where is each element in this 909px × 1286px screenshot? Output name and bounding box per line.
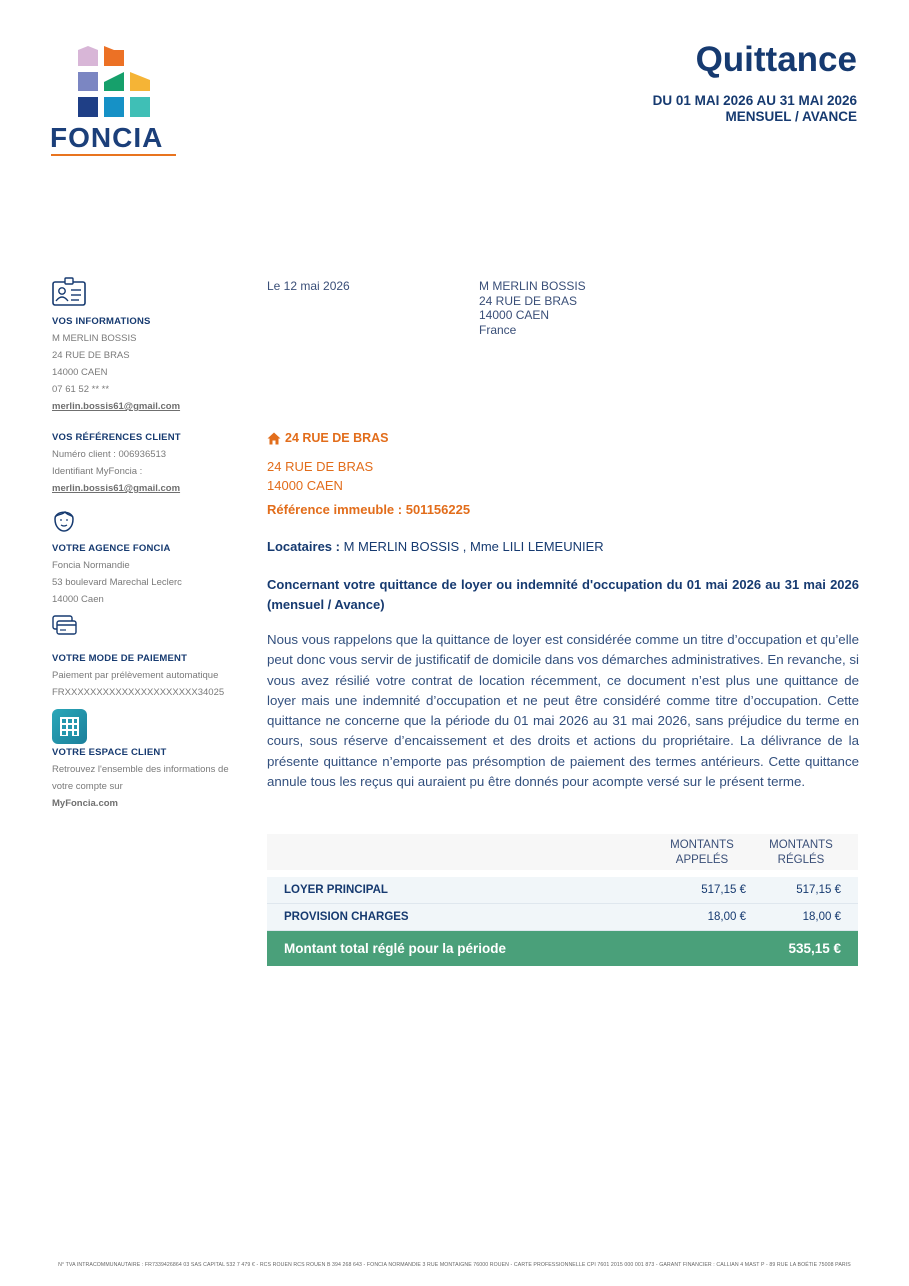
info-email-link[interactable]: merlin.bossis61@gmail.com xyxy=(52,401,181,412)
legal-footer: N° TVA INTRACOMMUNAUTAIRE : FR7339426864 03 SAS CAPITAL 532 7 479 € - RCS ROUEN RCS ROUEN B 394 268 643 - FONCIA NORMANDIE 3 RUE MONTAIGNE 76000 ROUEN - CARTE PROFESSIONNELLE CPI 7601 2015 000 001 873 - GARANT FINANCIER : CALLIAN 4 MAST P - 89 RUE LA BOÉTIE 75008 PARIS xyxy=(58,1262,851,1268)
property-city: 14000 CAEN xyxy=(267,478,343,493)
receipt-body: Nous vous rappelons que la quittance de loyer est considérée comme un titre d’occupation et qu’elle peut donc vous servir de justificatif de domicile dans vos démarches administratives. En revanche, si vous avez résilié votre contrat de location récemment, ce document n’est plus une quittance de loyer mais une indemnité d’occupation et ne peut être considéré comme titre d’occupation. Cette quittance ne concerne que la période du 01 mai 2026 au 31 mai 2026, sans préjudice du terme en cours, sous réserve d’encaissement et des droits et actions du propriétaire. La délivrance de la présente quittance n’emporte pas présomption de paiement des termes antérieurs. Cette quittance annule tous les reçus qui auraient pu être donnés pour acompte versé sur le présent terme. xyxy=(267,632,859,790)
header-called xyxy=(662,838,742,868)
header-called-line1: MONTANTS xyxy=(670,839,734,851)
property-street: 24 RUE DE BRAS xyxy=(267,459,374,474)
recipient-name: M MERLIN BOSSIS xyxy=(479,279,586,293)
row-label: LOYER PRINCIPAL xyxy=(284,884,388,896)
logo-wordmark: FONCIA xyxy=(50,122,164,153)
foncia-logo-mark xyxy=(50,44,160,122)
info-city: 14000 CAEN xyxy=(52,367,108,378)
recipient-country: France xyxy=(479,322,517,337)
client-number: Numéro client : 006936513 xyxy=(52,449,167,460)
row-paid: 517,15 € xyxy=(796,884,841,896)
info-name: M MERLIN BOSSIS xyxy=(52,333,137,344)
letter-date: Le 12 mai 2026 xyxy=(267,279,350,293)
logo-underline xyxy=(51,154,176,156)
document-title: Quittance xyxy=(695,40,857,79)
recipient-city: 14000 CAEN xyxy=(479,308,550,322)
client-space-line1: Retrouvez l'ensemble des informations de xyxy=(52,764,229,775)
row-paid: 18,00 € xyxy=(802,911,841,923)
property-title-text: 24 RUE DE BRAS xyxy=(285,431,389,445)
client-space-heading: VOTRE ESPACE CLIENT xyxy=(52,747,167,758)
total-row xyxy=(267,931,858,966)
payment-mode: Paiement par prélèvement automatique xyxy=(52,670,219,681)
foncia-logo xyxy=(50,44,180,159)
home-icon xyxy=(267,432,281,445)
recipient-address xyxy=(479,279,586,337)
id-card-icon xyxy=(52,277,252,307)
table-row xyxy=(267,904,858,931)
payment-heading: VOTRE MODE DE PAIEMENT xyxy=(52,653,188,664)
myfoncia-link[interactable]: MyFoncia.com xyxy=(52,798,118,809)
tenants-line xyxy=(267,539,604,554)
references-email-link[interactable]: merlin.bossis61@gmail.com xyxy=(52,483,181,494)
table-row xyxy=(267,877,858,904)
tenants-label: Locataires : xyxy=(267,539,340,554)
payment-iban: FRXXXXXXXXXXXXXXXXXXXXX34025 xyxy=(52,687,225,698)
agency-name: Foncia Normandie xyxy=(52,560,130,571)
agent-face-icon xyxy=(52,505,252,533)
row-called: 517,15 € xyxy=(701,884,746,896)
property-title xyxy=(267,431,389,445)
agency-city: 14000 Caen xyxy=(52,594,104,605)
row-label: PROVISION CHARGES xyxy=(284,911,409,923)
header-paid-line1: MONTANTS xyxy=(769,839,833,851)
header-paid xyxy=(756,838,846,868)
sidebar-info xyxy=(52,316,252,415)
row-called: 18,00 € xyxy=(707,911,746,923)
sidebar-references xyxy=(52,432,252,497)
receipt-subject: Concernant votre quittance de loyer ou indemnité d'occupation du 01 mai 2026 au 31 mai 2026 (mensuel / Avance) xyxy=(267,577,859,612)
document-period xyxy=(653,93,857,125)
sidebar-agency xyxy=(52,543,252,608)
info-street: 24 RUE DE BRAS xyxy=(52,350,130,361)
client-space-line2: votre compte sur xyxy=(52,781,123,792)
info-heading: VOS INFORMATIONS xyxy=(52,316,151,327)
sidebar-payment xyxy=(52,653,252,701)
building-app-icon[interactable] xyxy=(52,709,252,744)
table-header xyxy=(267,834,858,870)
header-called-line2: APPELÉS xyxy=(675,854,729,866)
recipient-street: 24 RUE DE BRAS xyxy=(479,293,578,308)
header-paid-line2: RÉGLÉS xyxy=(777,854,825,866)
tenants-names: M MERLIN BOSSIS , Mme LILI LEMEUNIER xyxy=(343,539,604,554)
references-heading: VOS RÉFÉRENCES CLIENT xyxy=(52,432,181,443)
sidebar-client-space xyxy=(52,747,252,812)
property-reference: Référence immeuble : 501156225 xyxy=(267,502,471,517)
period-frequency: MENSUEL / AVANCE xyxy=(725,109,857,124)
property-address xyxy=(267,457,373,495)
total-label: Montant total réglé pour la période xyxy=(284,941,507,956)
amounts-table xyxy=(267,834,858,966)
myfoncia-id-label: Identifiant MyFoncia : xyxy=(52,466,143,477)
info-phone: 07 61 52 ** ** xyxy=(52,384,110,395)
period-dates: DU 01 MAI 2026 AU 31 MAI 2026 xyxy=(652,93,857,108)
agency-street: 53 boulevard Marechal Leclerc xyxy=(52,577,182,588)
total-value: 535,15 € xyxy=(788,941,841,956)
agency-heading: VOTRE AGENCE FONCIA xyxy=(52,543,171,554)
credit-cards-icon xyxy=(52,615,252,637)
